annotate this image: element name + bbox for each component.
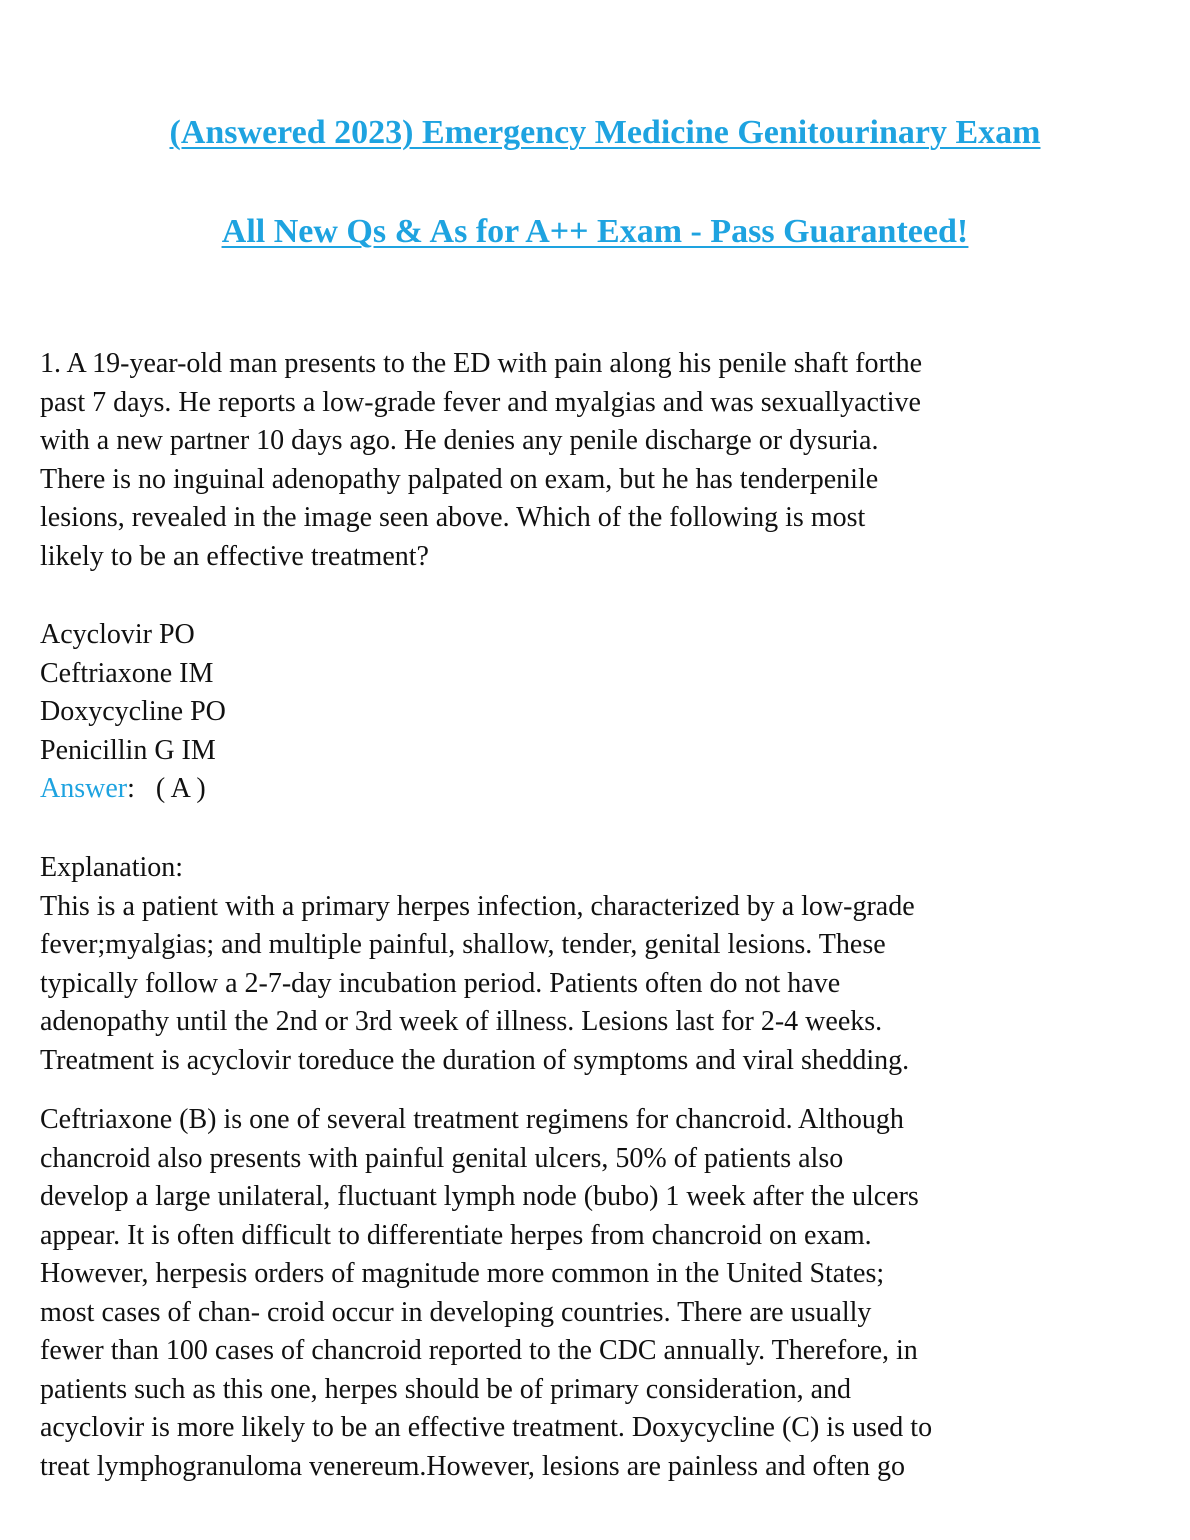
document-title-line-2 xyxy=(0,212,1190,252)
explanation-line: However, herpesis orders of magnitude more common in the United States; xyxy=(40,1258,885,1289)
answer-label: Answer xyxy=(40,773,128,804)
explanation-section xyxy=(40,849,1160,1080)
explanation-line: fewer than 100 cases of chancroid reported to the CDC annually. Therefore, in xyxy=(40,1335,918,1366)
explanation-line: Treatment is acyclovir toreduce the duration of symptoms and viral shedding. xyxy=(40,1044,910,1076)
explanation-paragraph-2 xyxy=(40,1101,1160,1486)
title-link-1[interactable]: (Answered 2023) Emergency Medicine Genitourinary Exam xyxy=(169,114,1041,151)
option-a: Acyclovir PO xyxy=(40,619,195,650)
explanation-line: develop a large unilateral, fluctuant lymph node (bubo) 1 week after the ulcers xyxy=(40,1181,919,1212)
question-line: likely to be an effective treatment? xyxy=(40,540,429,572)
question-line: lesions, revealed in the image seen above. Which of the following is most xyxy=(40,502,866,533)
explanation-line: Ceftriaxone (B) is one of several treatment regimens for chancroid. Although xyxy=(40,1104,904,1135)
question-line: There is no inguinal adenopathy palpated on exam, but he has tenderpenile xyxy=(40,463,879,495)
explanation-line: treat lymphogranuloma venereum.However, lesions are painless and often go xyxy=(40,1450,906,1482)
document-title-line-1 xyxy=(0,113,1190,153)
explanation-line: appear. It is often difficult to differentiate herpes from chancroid on exam. xyxy=(40,1219,872,1251)
explanation-line: acyclovir is more likely to be an effective treatment. Doxycycline (C) is used to xyxy=(40,1412,933,1443)
explanation-line: adenopathy until the 2nd or 3rd week of illness. Lesions last for 2-4 weeks. xyxy=(40,1006,883,1037)
answer-line xyxy=(40,770,1160,809)
option-d: Penicillin G IM xyxy=(40,734,216,766)
explanation-line: fever;myalgias; and multiple painful, shallow, tender, genital lesions. These xyxy=(40,929,886,960)
explanation-line: typically follow a 2-7-day incubation period. Patients often do not have xyxy=(40,967,841,999)
option-b: Ceftriaxone IM xyxy=(40,657,214,689)
explanation-line: This is a patient with a primary herpes infection, characterized by a low-grade xyxy=(40,890,915,922)
explanation-line: patients such as this one, herpes should be of primary consideration, and xyxy=(40,1373,852,1405)
explanation-heading: Explanation: xyxy=(40,852,184,883)
explanation-line: chancroid also presents with painful genital ulcers, 50% of patients also xyxy=(40,1142,844,1174)
question-line: past 7 days. He reports a low-grade fever and myalgias and was sexuallyactive xyxy=(40,386,921,418)
question-line: 1. A 19-year-old man presents to the ED with pain along his penile shaft forthe xyxy=(40,348,923,379)
answer-options xyxy=(40,616,1160,809)
question-text xyxy=(40,345,1160,576)
explanation-line: most cases of chan- croid occur in developing countries. There are usually xyxy=(40,1296,872,1328)
answer-value: : ( A ) xyxy=(127,773,206,804)
question-line: with a new partner 10 days ago. He denies any penile discharge or dysuria. xyxy=(40,425,879,456)
title-link-2[interactable]: All New Qs & As for A++ Exam - Pass Guaranteed! xyxy=(221,213,969,250)
option-c: Doxycycline PO xyxy=(40,696,226,727)
